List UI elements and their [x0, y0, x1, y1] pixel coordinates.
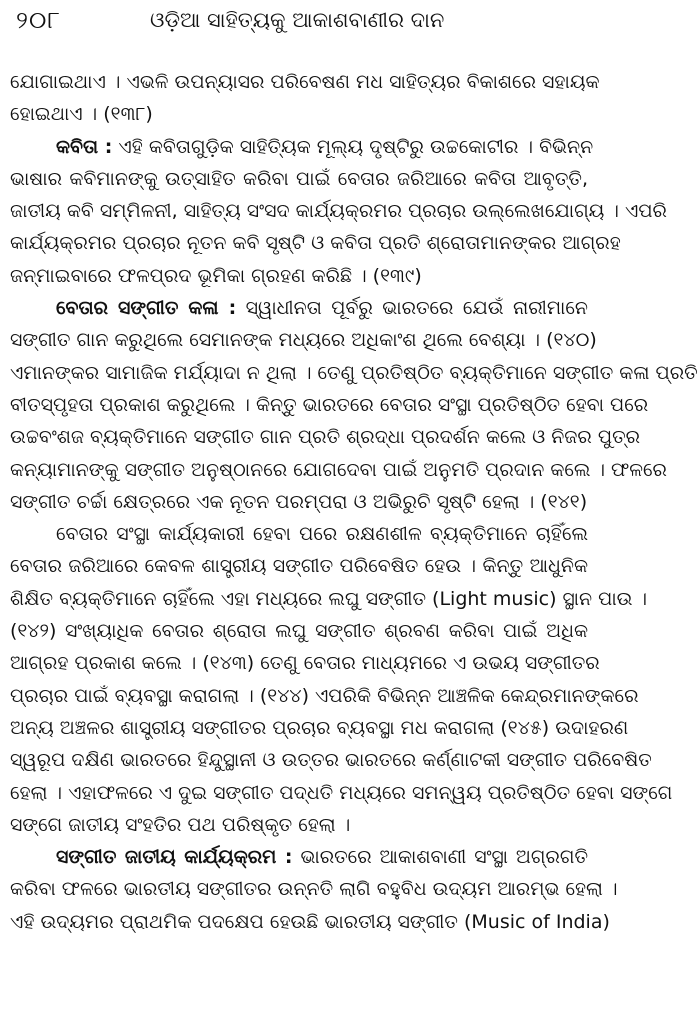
text-line: ପ୍ରଚାର ପାଇଁ ବ୍ୟବସ୍ଥା କରାଗଲା । (୧୪୪) ଏପରିକି ବିଭିନ୍ନ ଆଞ୍ଚଳିକ କେନ୍ଦ୍ରମାନଙ୍କରେ	[10, 684, 639, 707]
section-heading-national-music: ସଙ୍ଗୀତ ଜାତୀୟ କାର୍ଯ୍ୟକ୍ରମ :	[56, 846, 293, 869]
text-run: ଏହି କବିତାଗୁଡ଼ିକ ସାହିତ୍ୟିକ ମୂଲ୍ୟ ଦୃଷ୍ଟିରୁ ଉଚ୍ଚକୋଟୀର । ବିଭିନ୍ନ	[112, 135, 594, 158]
text-line	[10, 292, 588, 324]
text-line: ଆଗ୍ରହ ପ୍ରକାଶ କଲେ । (୧୪୩) ତେଣୁ ବେତାର ମାଧ୍ୟମରେ ଏ ଉଭୟ ସଙ୍ଗୀତର	[10, 652, 600, 675]
body-text	[10, 66, 698, 938]
page-header	[10, 2, 590, 42]
running-title: ଓଡ଼ିଆ ସାହିତ୍ୟକୁ ଆକାଶବାଣୀର ଦାନ	[150, 8, 445, 32]
text-line: ସଙ୍ଗୀତ ଗାନ କରୁଥିଲେ ସେମାନଙ୍କ ମଧ୍ୟରେ ଅଧିକାଂଶ ଥିଲେ ବେଶ୍ୟା । (୧୪୦)	[10, 329, 597, 352]
text-line: ବୀତସ୍ପୃହତା ପ୍ରକାଶ କରୁଥିଲେ । କିନ୍ତୁ ଭାରତରେ ବେତାର ସଂସ୍ଥା ପ୍ରତିଷ୍ଠିତ ହେବା ପରେ	[10, 393, 649, 416]
text-line: ଉଚ୍ଚବଂଶଜ ବ୍ୟକ୍ତିମାନେ ସଙ୍ଗୀତ ଗାନ ପ୍ରତି ଶ୍ରଦ୍ଧା ପ୍ରଦର୍ଶନ କଲେ ଓ ନିଜର ପୁତ୍ର	[10, 426, 641, 449]
page-number: ୨୦୮	[16, 6, 61, 34]
text-line: କରିବା ଫଳରେ ଭାରତୀୟ ସଙ୍ଗୀତର ଉନ୍ନତି ଲାଗି ବହୁବିଧ ଉଦ୍ୟମ ଆରମ୍ଭ ହେଲା ।	[10, 878, 618, 901]
text-line: ଜନ୍ମାଇବାରେ ଫଳପ୍ରଦ ଭୂମିକା ଗ୍ରହଣ କରିଛି । (୧୩୯)	[10, 264, 422, 287]
text-line: ସଙ୍ଗୀତ ଚର୍ଚ୍ଚା କ୍ଷେତ୍ରରେ ଏକ ନୂତନ ପରମ୍ପରା ଓ ଅଭିରୁଚି ସୃଷ୍ଟି ହେଲା । (୧୪୧)	[10, 490, 588, 513]
section-heading-radio-music: ବେତାର ସଙ୍ଗୀତ କଳା :	[56, 297, 237, 320]
text-line: ହେଲା । ଏହାଫଳରେ ଏ ଦୁଇ ସଙ୍ଗୀତ ପଦ୍ଧତି ମଧ୍ୟରେ ସମନ୍ୱୟ ପ୍ରତିଷ୍ଠିତ ହେବା ସଙ୍ଗେ	[10, 781, 673, 804]
text-line: ସଙ୍ଗେ ଜାତୀୟ ସଂହତିର ପଥ ପରିଷ୍କୃତ ହେଲା ।	[10, 813, 351, 836]
text-line: କାର୍ଯ୍ୟକ୍ରମର ପ୍ରଚାର ନୂତନ କବି ସୃଷ୍ଟି ଓ କବିତା ପ୍ରତି ଶ୍ରୋତାମାନଙ୍କର ଆଗ୍ରହ	[10, 232, 621, 255]
section-heading-poetry: କବିତା :	[56, 135, 113, 158]
text-line: ଯୋଗାଇଥାଏ । ଏଭଳି ଉପନ୍ୟାସର ପରିବେଷଣ ମଧ ସାହିତ୍ୟର ବିକାଶରେ ସହାୟକ	[10, 71, 600, 93]
text-line: ଏହି ଉଦ୍ୟମର ପ୍ରାଥମିକ ପଦକ୍ଷେପ ହେଉଛି ଭାରତୀୟ ସଙ୍ଗୀତ (Music of India)	[10, 910, 610, 933]
text-line: ଅନ୍ୟ ଅଞ୍ଚଳର ଶାସ୍ତ୍ରୀୟ ସଙ୍ଗୀତର ପ୍ରଚାର ବ୍ୟବସ୍ଥା ମଧ କରାଗଲା (୧୪୫) ଉଦାହରଣ	[10, 716, 629, 739]
text-line: ଭାଷାର କବିମାନଙ୍କୁ ଉତ୍ସାହିତ କରିବା ପାଇଁ ବେତାର ଜରିଆରେ କବିତା ଆବୃତ୍ତି,	[10, 167, 588, 190]
text-line: ବେତାର ସଂସ୍ଥା କାର୍ଯ୍ୟକାରୀ ହେବା ପରେ ରକ୍ଷଣଶୀଳ ବ୍ୟକ୍ତିମାନେ ଚାହିଁଲେ	[56, 523, 588, 546]
text-line: କନ୍ୟାମାନଙ୍କୁ ସଙ୍ଗୀତ ଅନୁଷ୍ଠାନରେ ଯୋଗଦେବା ପାଇଁ ଅନୁମତି ପ୍ରଦାନ କଲେ । ଫଳରେ	[10, 458, 667, 481]
text-line: ସ୍ୱରୂପ ଦକ୍ଷିଣ ଭାରତରେ ହିନ୍ଦୁସ୍ଥାନୀ ଓ ଉତ୍ତର ଭାରତରେ କର୍ଣ୍ଣାଟକୀ ସଙ୍ଗୀତ ପରିବେଷିତ	[10, 749, 652, 772]
text-run: ସ୍ୱାଧୀନତା ପୂର୍ବରୁ ଭାରତରେ ଯେଉଁ ନାରୀମାନେ	[236, 297, 588, 320]
text-line	[10, 131, 594, 163]
text-line: ଜାତୀୟ କବି ସମ୍ମିଳନୀ, ସାହିତ୍ୟ ସଂସଦ କାର୍ଯ୍ୟକ୍ରମର ପ୍ରଚାର ଉଲ୍ଲେଖଯୋଗ୍ୟ । ଏପରି	[10, 200, 667, 223]
text-run: ଭାରତରେ ଆକାଶବାଣୀ ସଂସ୍ଥା ଅଗ୍ରଗତି	[292, 846, 588, 869]
text-line: ହୋଇଥାଏ । (୧୩୮)	[10, 103, 153, 126]
text-line: ବେତାର ଜରିଆରେ କେବଳ ଶାସ୍ତ୍ରୀୟ ସଙ୍ଗୀତ ପରିବେଷିତ ହେଉ । କିନ୍ତୁ ଆଧୁନିକ	[10, 555, 588, 578]
text-line: ଏମାନଙ୍କର ସାମାଜିକ ମର୍ଯ୍ୟାଦା ନ ଥିଲା । ତେଣୁ ପ୍ରତିଷ୍ଠିତ ବ୍ୟକ୍ତିମାନେ ସଙ୍ଗୀତ କଳା ପ୍ରତି	[10, 361, 698, 384]
text-line	[10, 841, 588, 873]
text-line: (୧୪୨) ସଂଖ୍ୟାଧିକ ବେତାର ଶ୍ରୋତା ଲଘୁ ସଙ୍ଗୀତ ଶ୍ରବଣ କରିବା ପାଇଁ ଅଧିକ	[10, 620, 588, 643]
text-line: ଶିକ୍ଷିତ ବ୍ୟକ୍ତିମାନେ ଚାହିଁଲେ ଏହା ମଧ୍ୟରେ ଲଘୁ ସଙ୍ଗୀତ (Light music) ସ୍ଥାନ ପାଉ ।	[10, 587, 648, 610]
